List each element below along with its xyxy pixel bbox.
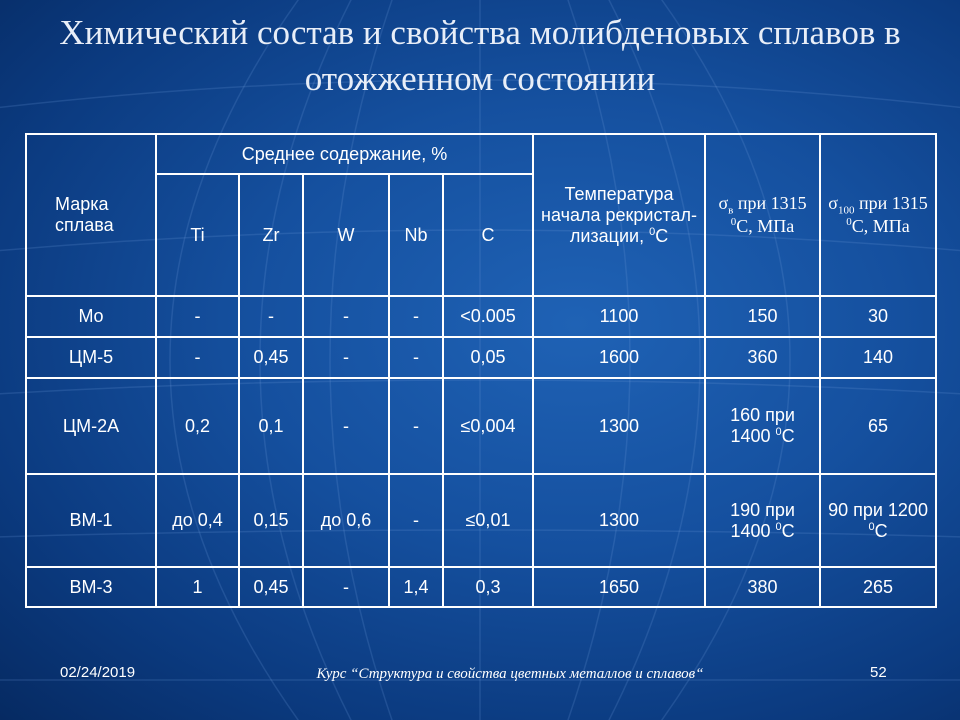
cell-ti: до 0,4 [156, 474, 239, 567]
cell-recrystallization: 1100 [533, 296, 705, 337]
cell-w: до 0,6 [303, 474, 389, 567]
cell-nb: - [389, 474, 443, 567]
cell-nb: - [389, 337, 443, 378]
table-row [26, 474, 936, 567]
header-recrystallization: Температура начала рекристал-лизации, $^0$С [533, 134, 705, 296]
cell-grade: ЦМ-2А [26, 378, 156, 474]
cell-nb: - [389, 378, 443, 474]
cell-w: - [303, 337, 389, 378]
cell-recrystallization: 1300 [533, 474, 705, 567]
cell-nb: 1,4 [389, 567, 443, 607]
cell-sigma-100: 140 [820, 337, 936, 378]
header-element-zr: Zr [239, 174, 303, 296]
cell-w: - [303, 567, 389, 607]
header-element-ti: Ti [156, 174, 239, 296]
table-row [26, 296, 936, 337]
cell-c: ≤0,004 [443, 378, 533, 474]
cell-sigma-b: 150 [705, 296, 820, 337]
cell-sigma-100: 30 [820, 296, 936, 337]
cell-zr: 0,45 [239, 337, 303, 378]
cell-grade: Mo [26, 296, 156, 337]
cell-grade: ВМ-1 [26, 474, 156, 567]
cell-c: 0,05 [443, 337, 533, 378]
cell-zr: 0,15 [239, 474, 303, 567]
cell-sigma-100: 90 при 1200 $^0$С [820, 474, 936, 567]
header-sigma-b: $\sigma_в$ при 1315 $^0$С, МПа [705, 134, 820, 296]
cell-c: <0.005 [443, 296, 533, 337]
header-avg-content: Среднее содержание, % [156, 134, 533, 174]
cell-recrystallization: 1650 [533, 567, 705, 607]
cell-grade: ЦМ-5 [26, 337, 156, 378]
alloy-table [25, 133, 937, 608]
cell-sigma-100: 65 [820, 378, 936, 474]
header-sigma-100: $\sigma_{100}$ при 1315 $^0$С, МПа [820, 134, 936, 296]
header-grade: Марка сплава [26, 134, 156, 296]
cell-zr: - [239, 296, 303, 337]
cell-sigma-b: 190 при 1400 $^0$С [705, 474, 820, 567]
cell-w: - [303, 378, 389, 474]
cell-nb: - [389, 296, 443, 337]
header-element-nb: Nb [389, 174, 443, 296]
footer-course: Курс “Структура и свойства цветных металлов и сплавов“ [316, 666, 704, 682]
cell-zr: 0,45 [239, 567, 303, 607]
slide-title: Химический состав и свойства молибденовых сплавов в отожженном состоянии [59, 13, 901, 98]
cell-sigma-100: 265 [820, 567, 936, 607]
cell-ti: - [156, 296, 239, 337]
cell-grade: ВМ-3 [26, 567, 156, 607]
page-number: 52 [870, 664, 887, 681]
cell-sigma-b: 380 [705, 567, 820, 607]
cell-ti: 0,2 [156, 378, 239, 474]
table-row [26, 337, 936, 378]
cell-recrystallization: 1600 [533, 337, 705, 378]
header-element-c: C [443, 174, 533, 296]
cell-c: 0,3 [443, 567, 533, 607]
cell-sigma-b: 160 при 1400 $^0$С [705, 378, 820, 474]
table-row [26, 378, 936, 474]
cell-ti: 1 [156, 567, 239, 607]
header-element-w: W [303, 174, 389, 296]
cell-zr: 0,1 [239, 378, 303, 474]
cell-recrystallization: 1300 [533, 378, 705, 474]
cell-w: - [303, 296, 389, 337]
cell-sigma-b: 360 [705, 337, 820, 378]
table-row [26, 567, 936, 607]
footer-date: 02/24/2019 [60, 664, 136, 681]
cell-c: ≤0,01 [443, 474, 533, 567]
cell-ti: - [156, 337, 239, 378]
